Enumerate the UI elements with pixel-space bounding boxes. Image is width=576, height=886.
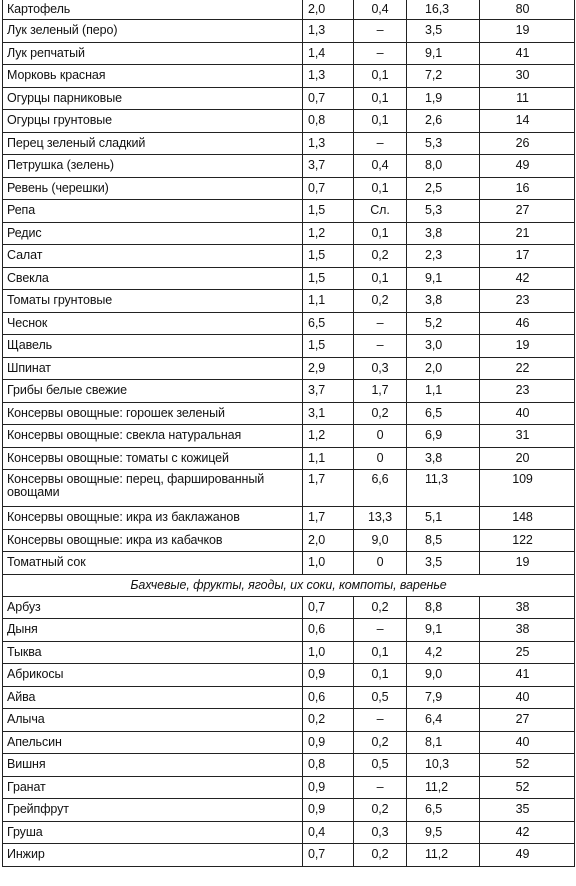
carbs-cell: 9,0 (407, 664, 480, 687)
protein-cell: 0,7 (303, 177, 354, 200)
kcal-cell: 23 (480, 290, 575, 313)
fat-cell: 0,2 (354, 290, 407, 313)
fat-cell: 0,3 (354, 821, 407, 844)
food-name-cell: Абрикосы (3, 664, 303, 687)
carbs-cell: 1,1 (407, 380, 480, 403)
kcal-cell: 23 (480, 380, 575, 403)
table-row (3, 529, 575, 552)
food-name-cell: Грибы белые свежие (3, 380, 303, 403)
kcal-cell: 49 (480, 844, 575, 867)
fat-cell: 0,1 (354, 110, 407, 133)
food-name-cell: Редис (3, 222, 303, 245)
carbs-cell: 3,5 (407, 20, 480, 43)
food-name-cell: Инжир (3, 844, 303, 867)
kcal-cell: 11 (480, 87, 575, 110)
nutrition-table (2, 0, 575, 867)
fat-cell: – (354, 776, 407, 799)
nutrition-table-body (3, 0, 575, 866)
fat-cell: 0,2 (354, 402, 407, 425)
table-row (3, 754, 575, 777)
fat-cell: – (354, 20, 407, 43)
protein-cell: 0,2 (303, 709, 354, 732)
document-page (2, 0, 574, 867)
fat-cell: – (354, 312, 407, 335)
table-row (3, 0, 575, 20)
protein-cell: 1,3 (303, 65, 354, 88)
table-row (3, 267, 575, 290)
kcal-cell: 40 (480, 402, 575, 425)
protein-cell: 1,7 (303, 507, 354, 530)
carbs-cell: 9,1 (407, 42, 480, 65)
table-row (3, 177, 575, 200)
kcal-cell: 25 (480, 641, 575, 664)
kcal-cell: 22 (480, 357, 575, 380)
carbs-cell: 2,5 (407, 177, 480, 200)
kcal-cell: 35 (480, 799, 575, 822)
fat-cell: 0,1 (354, 222, 407, 245)
protein-cell: 1,3 (303, 20, 354, 43)
protein-cell: 0,9 (303, 664, 354, 687)
carbs-cell: 6,9 (407, 425, 480, 448)
table-row (3, 290, 575, 313)
table-row (3, 619, 575, 642)
kcal-cell: 27 (480, 200, 575, 223)
kcal-cell: 38 (480, 619, 575, 642)
fat-cell: 0,4 (354, 155, 407, 178)
fat-cell: 0,2 (354, 731, 407, 754)
kcal-cell: 148 (480, 507, 575, 530)
protein-cell: 1,5 (303, 267, 354, 290)
food-name-cell: Морковь красная (3, 65, 303, 88)
table-row (3, 664, 575, 687)
fat-cell: 0,1 (354, 177, 407, 200)
kcal-cell: 38 (480, 596, 575, 619)
section-heading-row (3, 574, 575, 596)
food-name-cell: Консервы овощные: икра из баклажанов (3, 507, 303, 530)
carbs-cell: 3,5 (407, 552, 480, 575)
kcal-cell: 41 (480, 42, 575, 65)
food-name-cell: Перец зеленый сладкий (3, 132, 303, 155)
protein-cell: 1,5 (303, 335, 354, 358)
fat-cell: – (354, 335, 407, 358)
food-name-cell: Салат (3, 245, 303, 268)
carbs-cell: 2,6 (407, 110, 480, 133)
carbs-cell: 8,5 (407, 529, 480, 552)
fat-cell: 1,7 (354, 380, 407, 403)
kcal-cell: 14 (480, 110, 575, 133)
protein-cell: 1,0 (303, 552, 354, 575)
carbs-cell: 7,9 (407, 686, 480, 709)
kcal-cell: 16 (480, 177, 575, 200)
kcal-cell: 20 (480, 447, 575, 470)
table-row (3, 312, 575, 335)
food-name-cell: Дыня (3, 619, 303, 642)
fat-cell: 0,1 (354, 267, 407, 290)
protein-cell: 0,9 (303, 776, 354, 799)
food-name-cell: Чеснок (3, 312, 303, 335)
food-name-cell: Щавель (3, 335, 303, 358)
kcal-cell: 19 (480, 20, 575, 43)
kcal-cell: 80 (480, 0, 575, 20)
protein-cell: 0,8 (303, 754, 354, 777)
fat-cell: 0,2 (354, 245, 407, 268)
kcal-cell: 46 (480, 312, 575, 335)
table-row (3, 380, 575, 403)
protein-cell: 3,7 (303, 380, 354, 403)
fat-cell: 0,5 (354, 754, 407, 777)
carbs-cell: 3,8 (407, 447, 480, 470)
food-name-cell: Шпинат (3, 357, 303, 380)
food-name-cell: Алыча (3, 709, 303, 732)
table-row (3, 686, 575, 709)
kcal-cell: 42 (480, 821, 575, 844)
carbs-cell: 3,8 (407, 222, 480, 245)
fat-cell: 0,1 (354, 65, 407, 88)
protein-cell: 0,9 (303, 731, 354, 754)
fat-cell: 0,2 (354, 844, 407, 867)
carbs-cell: 9,1 (407, 267, 480, 290)
table-row (3, 110, 575, 133)
carbs-cell: 6,5 (407, 402, 480, 425)
table-row (3, 776, 575, 799)
table-row (3, 821, 575, 844)
food-name-cell: Лук репчатый (3, 42, 303, 65)
table-row (3, 507, 575, 530)
food-name-cell: Консервы овощные: свекла натуральная (3, 425, 303, 448)
fat-cell: 0 (354, 425, 407, 448)
food-name-cell: Лук зеленый (перо) (3, 20, 303, 43)
protein-cell: 1,1 (303, 447, 354, 470)
table-row (3, 245, 575, 268)
food-name-cell: Вишня (3, 754, 303, 777)
food-name-cell: Картофель (3, 0, 303, 20)
table-row (3, 552, 575, 575)
fat-cell: 6,6 (354, 470, 407, 507)
protein-cell: 0,7 (303, 596, 354, 619)
table-row (3, 709, 575, 732)
table-row (3, 200, 575, 223)
carbs-cell: 8,1 (407, 731, 480, 754)
kcal-cell: 31 (480, 425, 575, 448)
kcal-cell: 21 (480, 222, 575, 245)
fat-cell: 9,0 (354, 529, 407, 552)
table-row (3, 402, 575, 425)
protein-cell: 2,9 (303, 357, 354, 380)
table-row (3, 20, 575, 43)
protein-cell: 1,1 (303, 290, 354, 313)
carbs-cell: 9,5 (407, 821, 480, 844)
kcal-cell: 30 (480, 65, 575, 88)
protein-cell: 1,0 (303, 641, 354, 664)
table-row (3, 731, 575, 754)
protein-cell: 1,2 (303, 425, 354, 448)
carbs-cell: 8,8 (407, 596, 480, 619)
protein-cell: 2,0 (303, 529, 354, 552)
carbs-cell: 11,3 (407, 470, 480, 507)
fat-cell: Сл. (354, 200, 407, 223)
carbs-cell: 5,2 (407, 312, 480, 335)
fat-cell: – (354, 132, 407, 155)
fat-cell: – (354, 42, 407, 65)
protein-cell: 2,0 (303, 0, 354, 20)
table-row (3, 65, 575, 88)
fat-cell: 0,4 (354, 0, 407, 20)
table-row (3, 844, 575, 867)
fat-cell: 0,2 (354, 596, 407, 619)
fat-cell: 13,3 (354, 507, 407, 530)
kcal-cell: 17 (480, 245, 575, 268)
carbs-cell: 3,8 (407, 290, 480, 313)
table-row (3, 132, 575, 155)
table-row (3, 641, 575, 664)
kcal-cell: 19 (480, 335, 575, 358)
fat-cell: 0,2 (354, 799, 407, 822)
carbs-cell: 8,0 (407, 155, 480, 178)
table-row (3, 42, 575, 65)
carbs-cell: 10,3 (407, 754, 480, 777)
fat-cell: – (354, 619, 407, 642)
kcal-cell: 52 (480, 754, 575, 777)
kcal-cell: 26 (480, 132, 575, 155)
food-name-cell: Арбуз (3, 596, 303, 619)
fat-cell: 0,1 (354, 87, 407, 110)
kcal-cell: 40 (480, 686, 575, 709)
protein-cell: 1,3 (303, 132, 354, 155)
food-name-cell: Апельсин (3, 731, 303, 754)
food-name-cell: Консервы овощные: томаты с кожицей (3, 447, 303, 470)
section-heading: Бахчевые, фрукты, ягоды, их соки, компоты, варенье (3, 574, 575, 596)
food-name-cell: Томатный сок (3, 552, 303, 575)
table-row (3, 155, 575, 178)
table-row (3, 357, 575, 380)
food-name-cell: Айва (3, 686, 303, 709)
carbs-cell: 16,3 (407, 0, 480, 20)
fat-cell: – (354, 709, 407, 732)
carbs-cell: 7,2 (407, 65, 480, 88)
table-row (3, 799, 575, 822)
food-name-cell: Груша (3, 821, 303, 844)
table-row (3, 470, 575, 507)
food-name-cell: Ревень (черешки) (3, 177, 303, 200)
food-name-cell: Свекла (3, 267, 303, 290)
protein-cell: 0,6 (303, 619, 354, 642)
carbs-cell: 11,2 (407, 844, 480, 867)
food-name-cell: Томаты грунтовые (3, 290, 303, 313)
kcal-cell: 109 (480, 470, 575, 507)
protein-cell: 1,4 (303, 42, 354, 65)
kcal-cell: 42 (480, 267, 575, 290)
protein-cell: 1,5 (303, 200, 354, 223)
food-name-cell: Грейпфрут (3, 799, 303, 822)
carbs-cell: 3,0 (407, 335, 480, 358)
carbs-cell: 2,3 (407, 245, 480, 268)
protein-cell: 0,7 (303, 87, 354, 110)
protein-cell: 0,8 (303, 110, 354, 133)
table-row (3, 335, 575, 358)
fat-cell: 0 (354, 552, 407, 575)
carbs-cell: 9,1 (407, 619, 480, 642)
fat-cell: 0,1 (354, 641, 407, 664)
carbs-cell: 5,3 (407, 200, 480, 223)
kcal-cell: 52 (480, 776, 575, 799)
kcal-cell: 27 (480, 709, 575, 732)
protein-cell: 0,7 (303, 844, 354, 867)
food-name-cell: Гранат (3, 776, 303, 799)
table-row (3, 222, 575, 245)
table-row (3, 87, 575, 110)
kcal-cell: 122 (480, 529, 575, 552)
fat-cell: 0,3 (354, 357, 407, 380)
food-name-cell: Репа (3, 200, 303, 223)
carbs-cell: 5,1 (407, 507, 480, 530)
carbs-cell: 5,3 (407, 132, 480, 155)
carbs-cell: 4,2 (407, 641, 480, 664)
table-row (3, 447, 575, 470)
protein-cell: 0,6 (303, 686, 354, 709)
kcal-cell: 49 (480, 155, 575, 178)
fat-cell: 0 (354, 447, 407, 470)
protein-cell: 0,9 (303, 799, 354, 822)
carbs-cell: 2,0 (407, 357, 480, 380)
food-name-cell: Консервы овощные: горошек зеленый (3, 402, 303, 425)
protein-cell: 3,1 (303, 402, 354, 425)
carbs-cell: 6,5 (407, 799, 480, 822)
carbs-cell: 1,9 (407, 87, 480, 110)
protein-cell: 1,5 (303, 245, 354, 268)
food-name-cell: Огурцы парниковые (3, 87, 303, 110)
protein-cell: 3,7 (303, 155, 354, 178)
kcal-cell: 40 (480, 731, 575, 754)
table-row (3, 596, 575, 619)
carbs-cell: 11,2 (407, 776, 480, 799)
food-name-cell: Консервы овощные: перец, фаршированный овощами (3, 470, 303, 507)
protein-cell: 6,5 (303, 312, 354, 335)
protein-cell: 1,2 (303, 222, 354, 245)
food-name-cell: Консервы овощные: икра из кабачков (3, 529, 303, 552)
food-name-cell: Огурцы грунтовые (3, 110, 303, 133)
protein-cell: 0,4 (303, 821, 354, 844)
kcal-cell: 19 (480, 552, 575, 575)
food-name-cell: Петрушка (зелень) (3, 155, 303, 178)
food-name-cell: Тыква (3, 641, 303, 664)
table-row (3, 425, 575, 448)
protein-cell: 1,7 (303, 470, 354, 507)
fat-cell: 0,5 (354, 686, 407, 709)
kcal-cell: 41 (480, 664, 575, 687)
fat-cell: 0,1 (354, 664, 407, 687)
carbs-cell: 6,4 (407, 709, 480, 732)
